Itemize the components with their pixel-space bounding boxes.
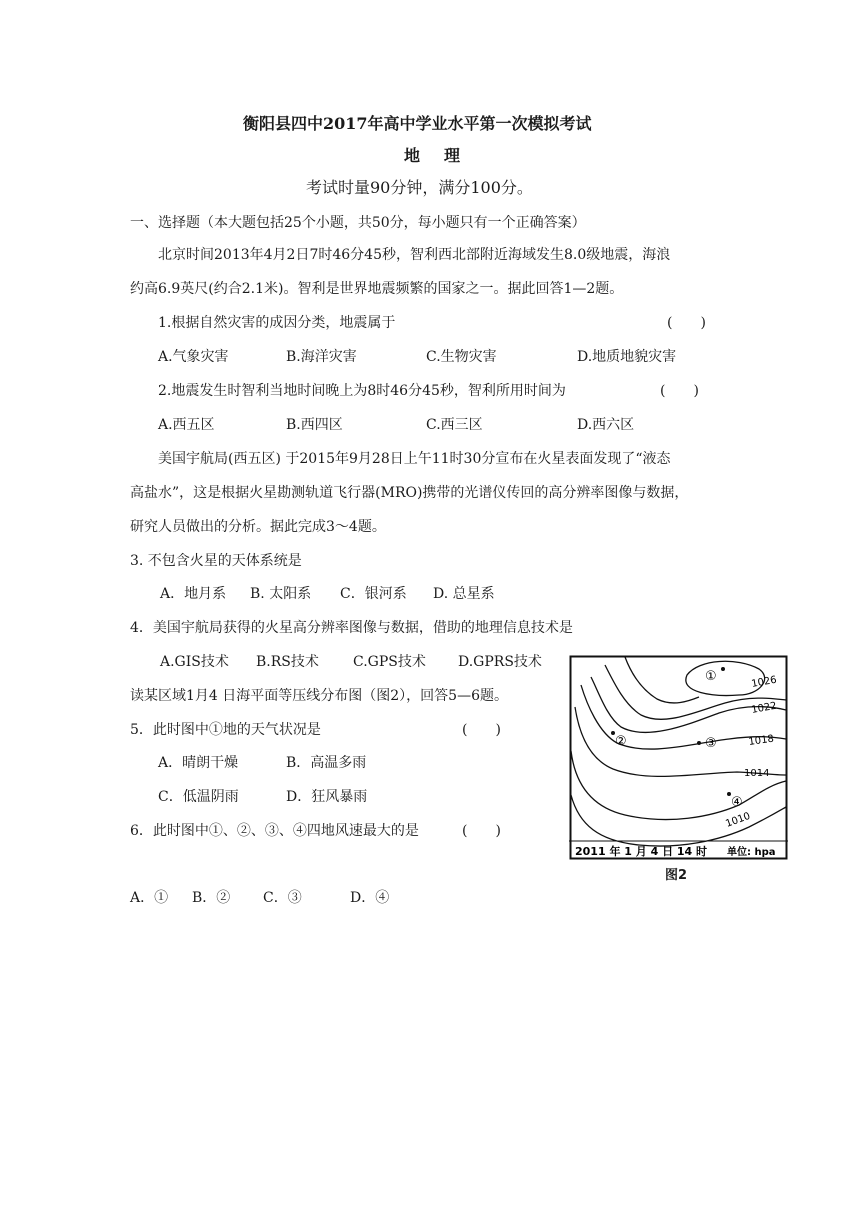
exam-info: 考试时量90分钟，满分100分。: [306, 178, 533, 197]
q6-option-b: B．②: [192, 890, 231, 906]
q2-option-b: B.西四区: [286, 417, 343, 433]
q1-option-c: C.生物灾害: [426, 349, 497, 365]
point-3-label: ③: [705, 736, 717, 751]
passage1-line1: 北京时间2013年4月2日7时46分45秒，智利西北部附近海域发生8.0级地震，海浪: [158, 247, 671, 263]
q4-option-d: D.GPRS技术: [458, 654, 542, 670]
figure-caption: 图2: [665, 868, 688, 883]
figure-unit: 单位: hpa: [727, 847, 776, 858]
point-3-dot: [697, 741, 701, 745]
q3-option-a: A．地月系: [160, 586, 227, 602]
q5-option-d: D．狂风暴雨: [286, 789, 368, 805]
exam-title: 衡阳县四中2017年高中学业水平第一次模拟考试: [243, 114, 592, 133]
subject-title: 地 理: [404, 146, 465, 165]
q2-option-a: A.西五区: [158, 417, 215, 433]
q4-stem: 4．美国宇航局获得的火星高分辨率图像与数据，借助的地理信息技术是: [130, 620, 573, 636]
isobar-map-figure: [569, 655, 788, 860]
isobar-label-1026: 1026: [750, 674, 778, 690]
q1-stem: 1.根据自然灾害的成因分类，地震属于: [158, 315, 396, 331]
q3-stem: 3. 不包含火星的天体系统是: [130, 553, 302, 569]
isobar-label-1022: 1022: [750, 700, 778, 716]
q6-answer-paren: ( ): [462, 823, 501, 839]
passage3-line1: 读某区域1月4 日海平面等压线分布图（图2），回答5—6题。: [130, 688, 508, 704]
isobar-label-1018: 1018: [747, 733, 775, 748]
point-2-label: ②: [615, 734, 627, 749]
q1-option-b: B.海洋灾害: [286, 349, 357, 365]
q5-answer-paren: ( ): [462, 722, 501, 738]
point-4-label: ④: [731, 795, 743, 810]
passage2-line1: 美国宇航局(西五区) 于2015年9月28日上午11时30分宣布在火星表面发现了“液态: [158, 451, 671, 467]
q1-answer-paren: ( ): [667, 315, 706, 331]
passage2-line2: 高盐水”，这是根据火星勘测轨道飞行器(MRO)携带的光谱仪传回的高分辨率图像与数据，: [130, 485, 689, 501]
q2-option-d: D.西六区: [577, 417, 635, 433]
q4-option-a: A.GIS技术: [160, 654, 229, 670]
q1-option-a: A.气象灾害: [158, 349, 229, 365]
q3-option-d: D. 总星系: [433, 586, 495, 602]
q6-option-a: A．①: [130, 890, 169, 906]
passage2-line3: 研究人员做出的分析。据此完成3～4题。: [130, 519, 386, 535]
isobar-label-1014: 1014: [744, 768, 770, 779]
q3-option-b: B. 太阳系: [250, 586, 312, 602]
point-1-dot: [721, 667, 725, 671]
q6-option-c: C．③: [263, 890, 302, 906]
q2-stem: 2.地震发生时智利当地时间晚上为8时46分45秒，智利所用时间为: [158, 383, 566, 399]
q5-stem: 5．此时图中①地的天气状况是: [130, 722, 321, 738]
q1-option-d: D.地质地貌灾害: [577, 349, 677, 365]
q3-option-c: C．银河系: [340, 586, 407, 602]
point-1-label: ①: [705, 669, 717, 684]
q6-stem: 6．此时图中①、②、③、④四地风速最大的是: [130, 823, 419, 839]
q2-option-c: C.西三区: [426, 417, 483, 433]
q5-option-a: A．晴朗干燥: [158, 755, 239, 771]
q2-answer-paren: ( ): [660, 383, 699, 399]
q4-option-b: B.RS技术: [256, 654, 319, 670]
q6-option-d: D．④: [350, 890, 390, 906]
q5-option-b: B．高温多雨: [286, 755, 367, 771]
figure-date: 2011 年 1 月 4 日 14 时: [575, 845, 708, 858]
isobar-label-1010: 1010: [724, 810, 752, 830]
section-heading: 一、选择题（本大题包括25个小题，共50分，每小题只有一个正确答案）: [130, 215, 586, 231]
q5-option-c: C．低温阴雨: [158, 789, 239, 805]
passage1-line2: 约高6.9英尺(约合2.1米)。智利是世界地震频繁的国家之一。据此回答1—2题。: [130, 281, 624, 297]
q4-option-c: C.GPS技术: [353, 654, 426, 670]
